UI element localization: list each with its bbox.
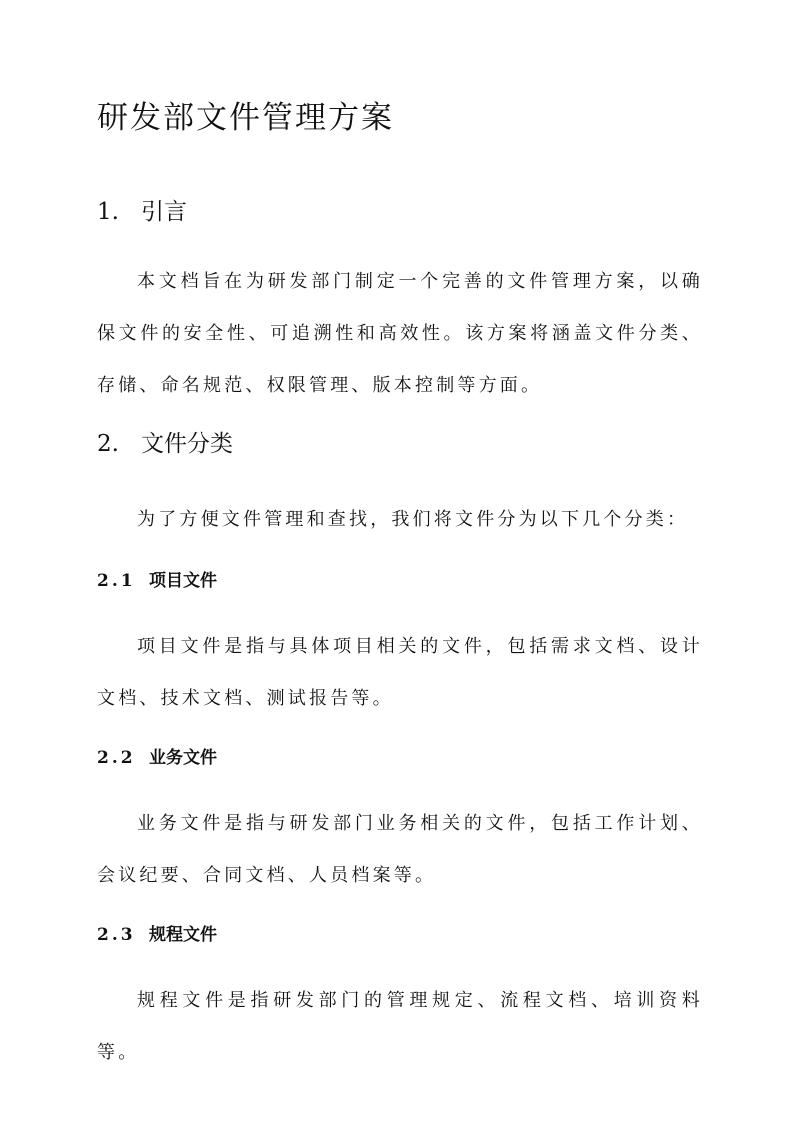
section-number: 2. <box>97 431 119 457</box>
section-paragraph-file-classification: 为了方便文件管理和查找，我们将文件分为以下几个分类： <box>137 509 689 530</box>
subsection-heading-procedure-files <box>97 923 217 947</box>
section-heading-file-classification <box>97 428 233 460</box>
section-paragraph-introduction: 本文档旨在为研发部门制定一个完善的文件管理方案，以确保文件的安全性、可追溯性和高效性。该方案将涵盖文件分类、存储、命名规范、权限管理、版本控制等方面。 <box>97 271 703 396</box>
subsection-heading-business-files <box>97 746 217 770</box>
section-title: 引言 <box>141 199 187 225</box>
subsection-paragraph-procedure-files: 规程文件是指研发部门的管理规定、流程文档、培训资料等。 <box>97 990 703 1063</box>
subsection-number: 2.1 <box>97 571 136 591</box>
section-number: 1. <box>97 199 119 225</box>
subsection-paragraph-project-files: 项目文件是指与具体项目相关的文件，包括需求文档、设计文档、技术文档、测试报告等。 <box>97 636 703 709</box>
subsection-number: 2.2 <box>97 748 136 768</box>
section-title: 文件分类 <box>141 431 233 457</box>
subsection-title: 业务文件 <box>149 748 217 768</box>
subsection-title: 项目文件 <box>149 571 217 591</box>
subsection-number: 2.3 <box>97 925 136 945</box>
subsection-paragraph-business-files: 业务文件是指与研发部门业务相关的文件，包括工作计划、会议纪要、合同文档、人员档案等。 <box>97 813 703 886</box>
document-title: 研发部文件管理方案 <box>97 100 394 136</box>
subsection-title: 规程文件 <box>149 925 217 945</box>
section-heading-introduction <box>97 196 187 228</box>
subsection-heading-project-files <box>97 569 217 593</box>
